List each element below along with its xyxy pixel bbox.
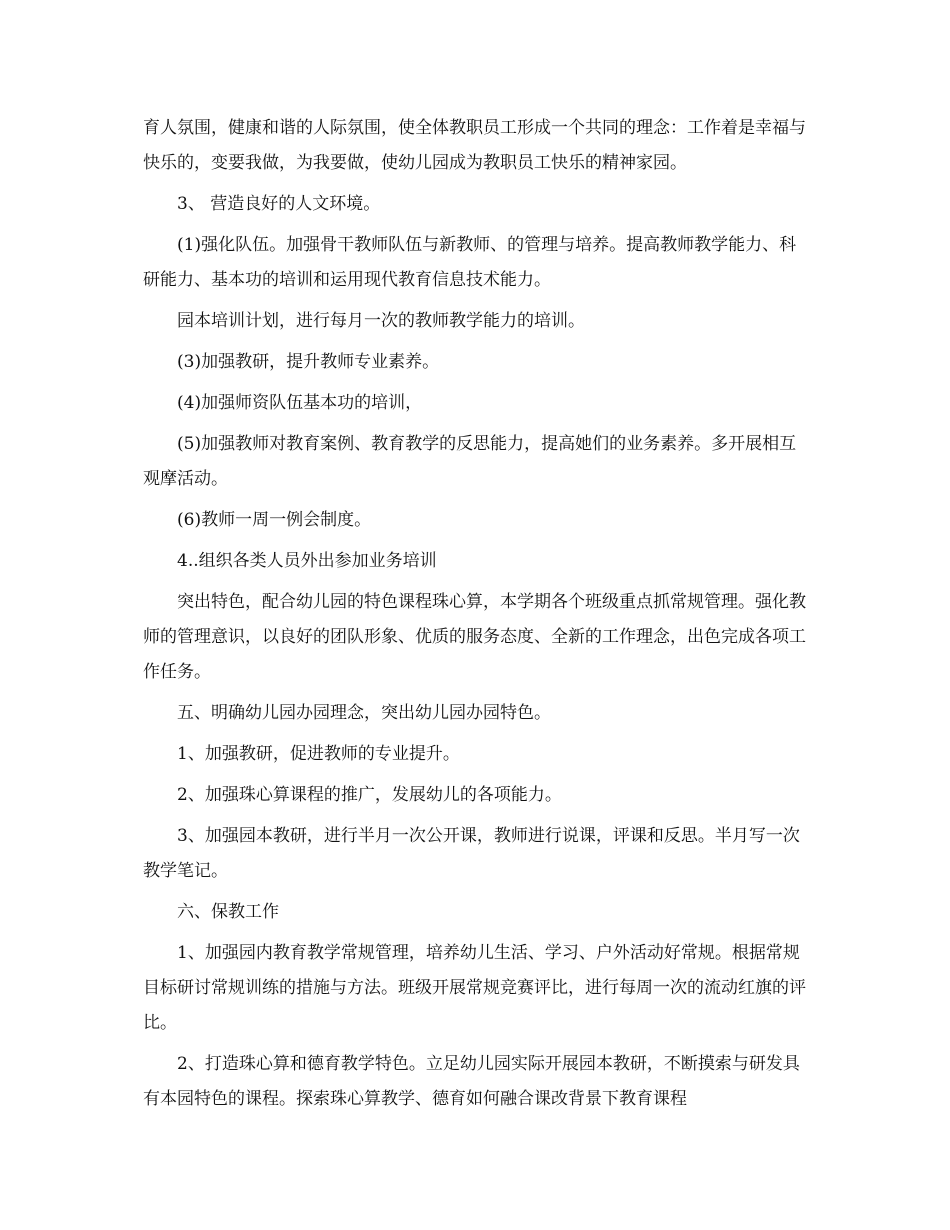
paragraph-5: (3)加强教研，提升教师专业素养。	[177, 352, 440, 372]
paragraph-2: 3、 营造良好的人文环境。	[177, 194, 381, 214]
paragraph-17: 2、打造珠心算和德育教学特色。立足幼儿园实际开展园本教研，不断摸索与研发具有本园特色的课程。探索珠心算教学、德育如何融合课改背景下教育课程	[143, 1054, 800, 1109]
paragraph-11: 五、明确幼儿园办园理念，突出幼儿园办园特色。	[177, 703, 551, 723]
paragraph-14: 3、加强园本教研，进行半月一次公开课，教师进行说课，评课和反思。半月写一次教学笔记。	[143, 826, 800, 881]
paragraph-1: 育人氛围，健康和谐的人际氛围，使全体教职员工形成一个共同的理念：工作着是幸福与快乐的，变要我做，为我要做，使幼儿园成为教职员工快乐的精神家园。	[143, 118, 806, 173]
paragraph-8: (6)教师一周一例会制度。	[177, 510, 372, 530]
paragraph-15: 六、保教工作	[177, 902, 279, 922]
paragraph-7: (5)加强教师对教育案例、教育教学的反思能力，提高她们的业务素养。多开展相互观摩活动。	[143, 434, 797, 489]
document-page	[143, 111, 813, 1123]
paragraph-13: 2、加强珠心算课程的推广，发展幼儿的各项能力。	[177, 785, 562, 805]
paragraph-9: 4..组织各类人员外出参加业务培训	[177, 551, 437, 571]
paragraph-6: (4)加强师资队伍基本功的培训，	[177, 393, 423, 413]
paragraph-12: 1、加强教研，促进教师的专业提升。	[177, 744, 460, 764]
paragraph-3: (1)强化队伍。加强骨干教师队伍与新教师、的管理与培养。提高教师教学能力、科研能力、基本功的培训和运用现代教育信息技术能力。	[143, 235, 797, 290]
paragraph-4: 园本培训计划，进行每月一次的教师教学能力的培训。	[177, 311, 585, 331]
paragraph-10: 突出特色，配合幼儿园的特色课程珠心算，本学期各个班级重点抓常规管理。强化教师的管理意识，以良好的团队形象、优质的服务态度、全新的工作理念，出色完成各项工作任务。	[143, 592, 806, 682]
paragraph-16: 1、加强园内教育教学常规管理，培养幼儿生活、学习、户外活动好常规。根据常规目标研讨常规训练的措施与方法。班级开展常规竞赛评比，进行每周一次的流动红旗的评比。	[143, 943, 806, 1033]
